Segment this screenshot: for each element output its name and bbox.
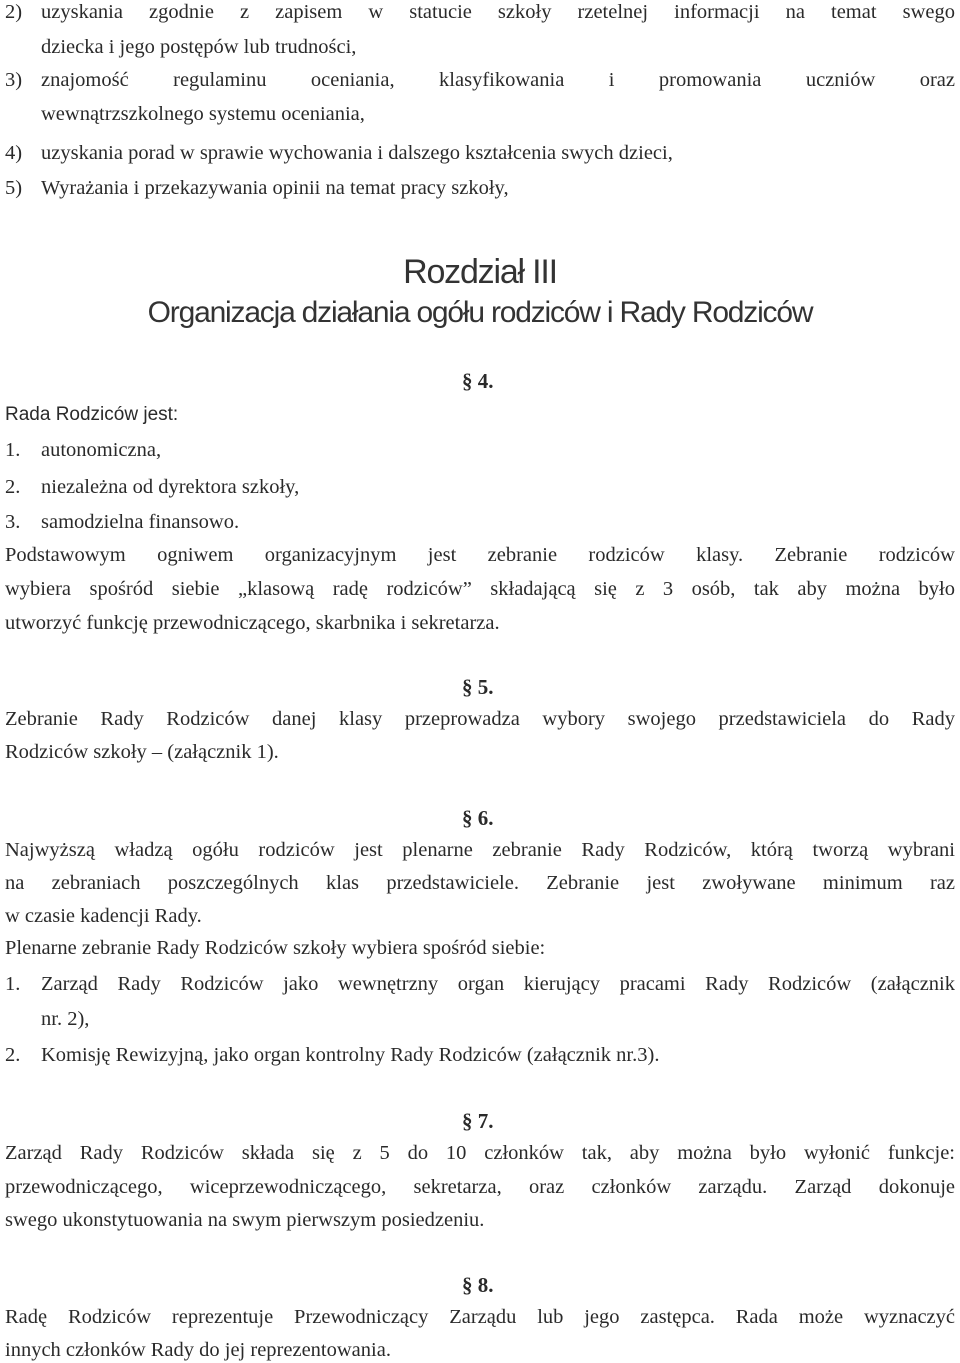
section-mark-7: § 7. — [462, 1109, 494, 1133]
list-number: 3. — [5, 511, 21, 533]
section6-paragraph-line: na zebraniach poszczególnych klas przedstawiciele. Zebranie jest zwoływane minimum raz — [5, 872, 955, 894]
section4-intro: Rada Rodziców jest: — [5, 404, 179, 425]
list-item — [5, 1043, 659, 1067]
list-number: 2) — [5, 1, 23, 23]
list-text: uzyskania porad w sprawie wychowania i dalszego kształcenia swych dzieci, — [41, 142, 673, 164]
list-item — [5, 68, 955, 92]
section-mark-6: § 6. — [462, 806, 494, 830]
list-number: 3) — [5, 69, 23, 91]
list-number: 4) — [5, 142, 23, 164]
list-text: samodzielna finansowo. — [41, 511, 240, 533]
section6-intro: Plenarne zebranie Rady Rodziców szkoły wybiera spośród siebie: — [5, 937, 546, 959]
list-number: 5) — [5, 177, 23, 199]
section4-paragraph-line: wybiera spośród siebie „klasową radę rodziców” składającą się z 3 osób, tak aby można było — [5, 578, 955, 600]
section-mark-8: § 8. — [462, 1273, 494, 1297]
section6-paragraph-line: w czasie kadencji Rady. — [5, 905, 202, 927]
section8-paragraph-line: Radę Rodziców reprezentuje Przewodniczący Zarządu lub jego zastępca. Rada może wyznaczyć — [5, 1306, 955, 1328]
section5-paragraph-line: Zebranie Rady Rodziców danej klasy przeprowadza wybory swojego przedstawiciela do Rady — [5, 708, 955, 730]
list-text: Komisję Rewizyjną, jako organ kontrolny Rady Rodziców (załącznik nr.3). — [41, 1044, 660, 1066]
list-item — [5, 0, 955, 24]
section8-paragraph-line: innych członków Rady do jej reprezentowania. — [5, 1339, 391, 1361]
list-number: 1. — [5, 439, 21, 461]
list-item-continuation: wewnątrzszkolnego systemu oceniania, — [41, 103, 365, 125]
list-text: niezależna od dyrektora szkoły, — [41, 476, 300, 498]
section6-paragraph-line: Najwyższą władzą ogółu rodziców jest plenarne zebranie Rady Rodziców, którą tworzą wybrani — [5, 839, 955, 861]
section5-paragraph-line: Rodziców szkoły – (załącznik 1). — [5, 741, 279, 763]
list-item — [5, 438, 161, 462]
list-number: 1. — [5, 973, 21, 995]
section7-paragraph-line: swego ukonstytuowania na swym pierwszym posiedzeniu. — [5, 1209, 485, 1231]
list-number: 2. — [5, 476, 21, 498]
list-text: znajomość regulaminu oceniania, klasyfikowania i promowania uczniów oraz — [41, 69, 955, 91]
list-item — [5, 475, 299, 499]
list-item — [5, 510, 239, 534]
chapter-title: Rozdział III — [403, 253, 557, 291]
section7-paragraph-line: przewodniczącego, wiceprzewodniczącego, sekretarza, oraz członków zarządu. Zarząd dokonuje — [5, 1176, 955, 1198]
list-text: autonomiczna, — [41, 439, 162, 461]
section-mark-5: § 5. — [462, 675, 494, 699]
section-mark-4: § 4. — [462, 369, 494, 393]
list-item — [5, 972, 955, 996]
list-text: uzyskania zgodnie z zapisem w statucie szkoły rzetelnej informacji na temat swego — [41, 1, 955, 23]
chapter-subtitle: Organizacja działania ogółu rodziców i Rady Rodziców — [147, 296, 813, 329]
section4-paragraph-line: utworzyć funkcję przewodniczącego, skarbnika i sekretarza. — [5, 612, 500, 634]
list-text: Zarząd Rady Rodziców jako wewnętrzny organ kierujący pracami Rady Rodziców (załącznik — [41, 973, 955, 995]
list-item-continuation: nr. 2), — [41, 1008, 90, 1030]
section7-paragraph-line: Zarząd Rady Rodziców składa się z 5 do 10 członków tak, aby można było wyłonić funkcje: — [5, 1142, 955, 1164]
list-item — [5, 141, 673, 165]
list-number: 2. — [5, 1044, 21, 1066]
list-item-continuation: dziecka i jego postępów lub trudności, — [41, 36, 357, 58]
list-item — [5, 176, 509, 200]
list-text: Wyrażania i przekazywania opinii na temat pracy szkoły, — [41, 177, 509, 199]
section4-paragraph-line: Podstawowym ogniwem organizacyjnym jest zebranie rodziców klasy. Zebranie rodziców — [5, 544, 955, 566]
